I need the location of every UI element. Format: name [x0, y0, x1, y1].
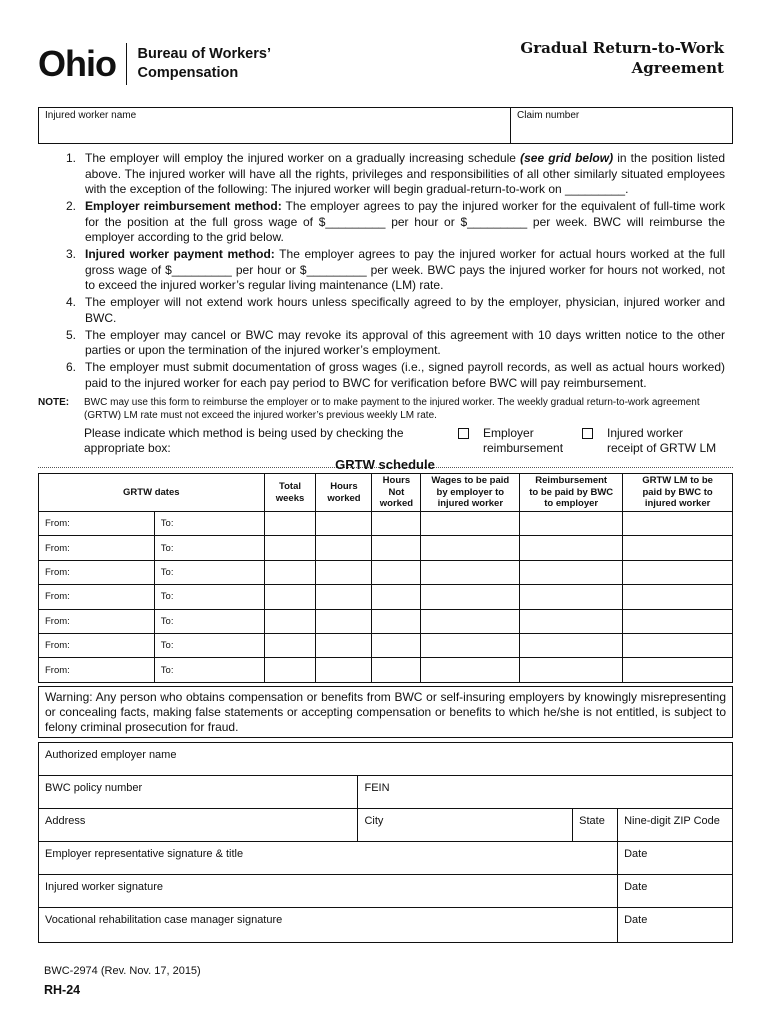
from-cell[interactable]: From: — [39, 609, 155, 633]
table-row — [39, 585, 733, 609]
to-cell[interactable]: To: — [154, 536, 264, 560]
table-row — [39, 658, 733, 682]
address-field[interactable]: Address — [39, 809, 358, 842]
col-wages: Wages to be paid by employer to injured worker — [421, 474, 520, 512]
injured-worker-receipt-checkbox[interactable] — [582, 428, 593, 439]
logo-bureau: Bureau of Workers’ Compensation — [137, 46, 271, 81]
form-number: BWC-2974 (Rev. Nov. 17, 2015) — [44, 965, 201, 977]
table-row — [39, 609, 733, 633]
city-field[interactable]: City — [358, 809, 573, 842]
logo-ohio-text: Ohio — [38, 43, 116, 84]
agreement-terms-list — [48, 151, 725, 393]
from-cell[interactable]: From: — [39, 633, 155, 657]
from-cell[interactable]: From: — [39, 536, 155, 560]
case-manager-signature-field[interactable]: Vocational rehabilitation case manager signature — [39, 908, 618, 943]
table-row — [39, 560, 733, 584]
to-cell[interactable]: To: — [154, 633, 264, 657]
fraud-warning: Warning: Any person who obtains compensation or benefits from BWC or self-insuring employers by knowingly misrepresenting or concealing facts, making false statements or accepting compensation or benefits to which he/she is not entitled, is subject to felony criminal prosecution for fraud. — [38, 686, 733, 738]
employer-reimbursement-checkbox[interactable] — [458, 428, 469, 439]
from-cell[interactable]: From: — [39, 585, 155, 609]
note — [38, 396, 728, 422]
claim-number-label: Claim number — [517, 110, 580, 121]
table-row — [39, 633, 733, 657]
employer-signature-date-field[interactable]: Date — [618, 842, 733, 875]
authorized-employer-name-field[interactable]: Authorized employer name — [39, 743, 733, 776]
from-cell[interactable]: From: — [39, 512, 155, 536]
employer-signature-field[interactable]: Employer representative signature & title — [39, 842, 618, 875]
col-hours-worked: Hours worked — [316, 474, 372, 512]
list-item: 5. The employer may cancel or BWC may revoke its approval of this agreement with 10 days written notice to the other parties or upon the termination of the injured worker’s employment. — [65, 327, 725, 357]
table-row — [39, 536, 733, 560]
col-hours-not-worked: Hours Not worked — [372, 474, 421, 512]
table-row — [39, 512, 733, 536]
note-text: BWC may use this form to reimburse the employer or to make payment to the injured worker. The weekly gradual return-to-work agreement (GRTW) LM rate must not exceed the injured worker’s previous weekly LM rate. — [84, 397, 700, 421]
claim-number-field[interactable] — [510, 107, 733, 144]
form-code: RH-24 — [44, 983, 81, 997]
to-cell[interactable]: To: — [154, 585, 264, 609]
list-item: 4. The employer will not extend work hours unless specifically agreed to by the employer, physician, injured worker and BWC. — [65, 295, 725, 325]
fein-field[interactable]: FEIN — [358, 776, 733, 809]
grtw-schedule-table — [38, 473, 733, 683]
list-item: 1. The employer will employ the injured worker on a gradually increasing schedule (see grid below) in the position listed above. The injured worker will have all the rights, privileges and responsibilities of all other similarly situated employees with the exception of the following: The injured worker will begin gradual-return-to-work on _________. — [65, 151, 725, 196]
to-cell[interactable]: To: — [154, 609, 264, 633]
to-cell[interactable]: To: — [154, 658, 264, 682]
grtw-schedule-title: GRTW schedule — [335, 457, 435, 472]
injured-worker-name-field[interactable] — [38, 107, 511, 144]
method-prompt: Please indicate which method is being used by checking the appropriate box: — [84, 426, 404, 455]
zip-field[interactable]: Nine-digit ZIP Code — [618, 809, 733, 842]
logo-divider — [126, 43, 128, 85]
injured-worker-signature-field[interactable]: Injured worker signature — [39, 875, 618, 908]
col-grtw-dates: GRTW dates — [39, 474, 265, 512]
list-item: 3. Injured worker payment method: The employer agrees to pay the injured worker for actual hours worked at the full gross wage of $_________ per hour or $_________ per week. BWC pays the injured worker for hours not worked, not to exceed the injured worker’s regular living maintenance (LM) rate. — [65, 247, 726, 292]
list-item: 2. Employer reimbursement method: The employer agrees to pay the injured worker for the equivalent of full-time work for the position at the full gross wage of $_________ per hour or $_________ per week. BWC will reimburse the employer according to the grid below. — [65, 199, 725, 244]
col-total-weeks: Total weeks — [264, 474, 316, 512]
from-cell[interactable]: From: — [39, 658, 155, 682]
case-manager-signature-date-field[interactable]: Date — [618, 908, 733, 943]
employer-reimbursement-label: Employer reimbursement — [483, 426, 564, 455]
table-header-row — [39, 474, 733, 512]
injured-worker-name-label: Injured worker name — [45, 110, 137, 121]
note-label: NOTE: — [38, 397, 70, 408]
employer-info-table — [38, 742, 733, 943]
to-cell[interactable]: To: — [154, 560, 264, 584]
injured-worker-signature-date-field[interactable]: Date — [618, 875, 733, 908]
list-item: 6. The employer must submit documentation of gross wages (i.e., signed payroll records, as well as actual hours worked) paid to the injured worker for each pay period to BWC for verification before BWC will pay reimbursement. — [65, 360, 725, 390]
from-cell[interactable]: From: — [39, 560, 155, 584]
col-grtw-lm: GRTW LM to be paid by BWC to injured worker — [623, 474, 733, 512]
to-cell[interactable]: To: — [154, 512, 264, 536]
ohio-bwc-logo — [38, 42, 271, 86]
state-field[interactable]: State — [573, 809, 618, 842]
bwc-policy-number-field[interactable]: BWC policy number — [39, 776, 358, 809]
injured-worker-receipt-label: Injured worker receipt of GRTW LM — [607, 426, 717, 455]
col-reimbursement: Reimbursement to be paid by BWC to employer — [520, 474, 623, 512]
form-title: Gradual Return-to-Work Agreement — [520, 39, 724, 77]
